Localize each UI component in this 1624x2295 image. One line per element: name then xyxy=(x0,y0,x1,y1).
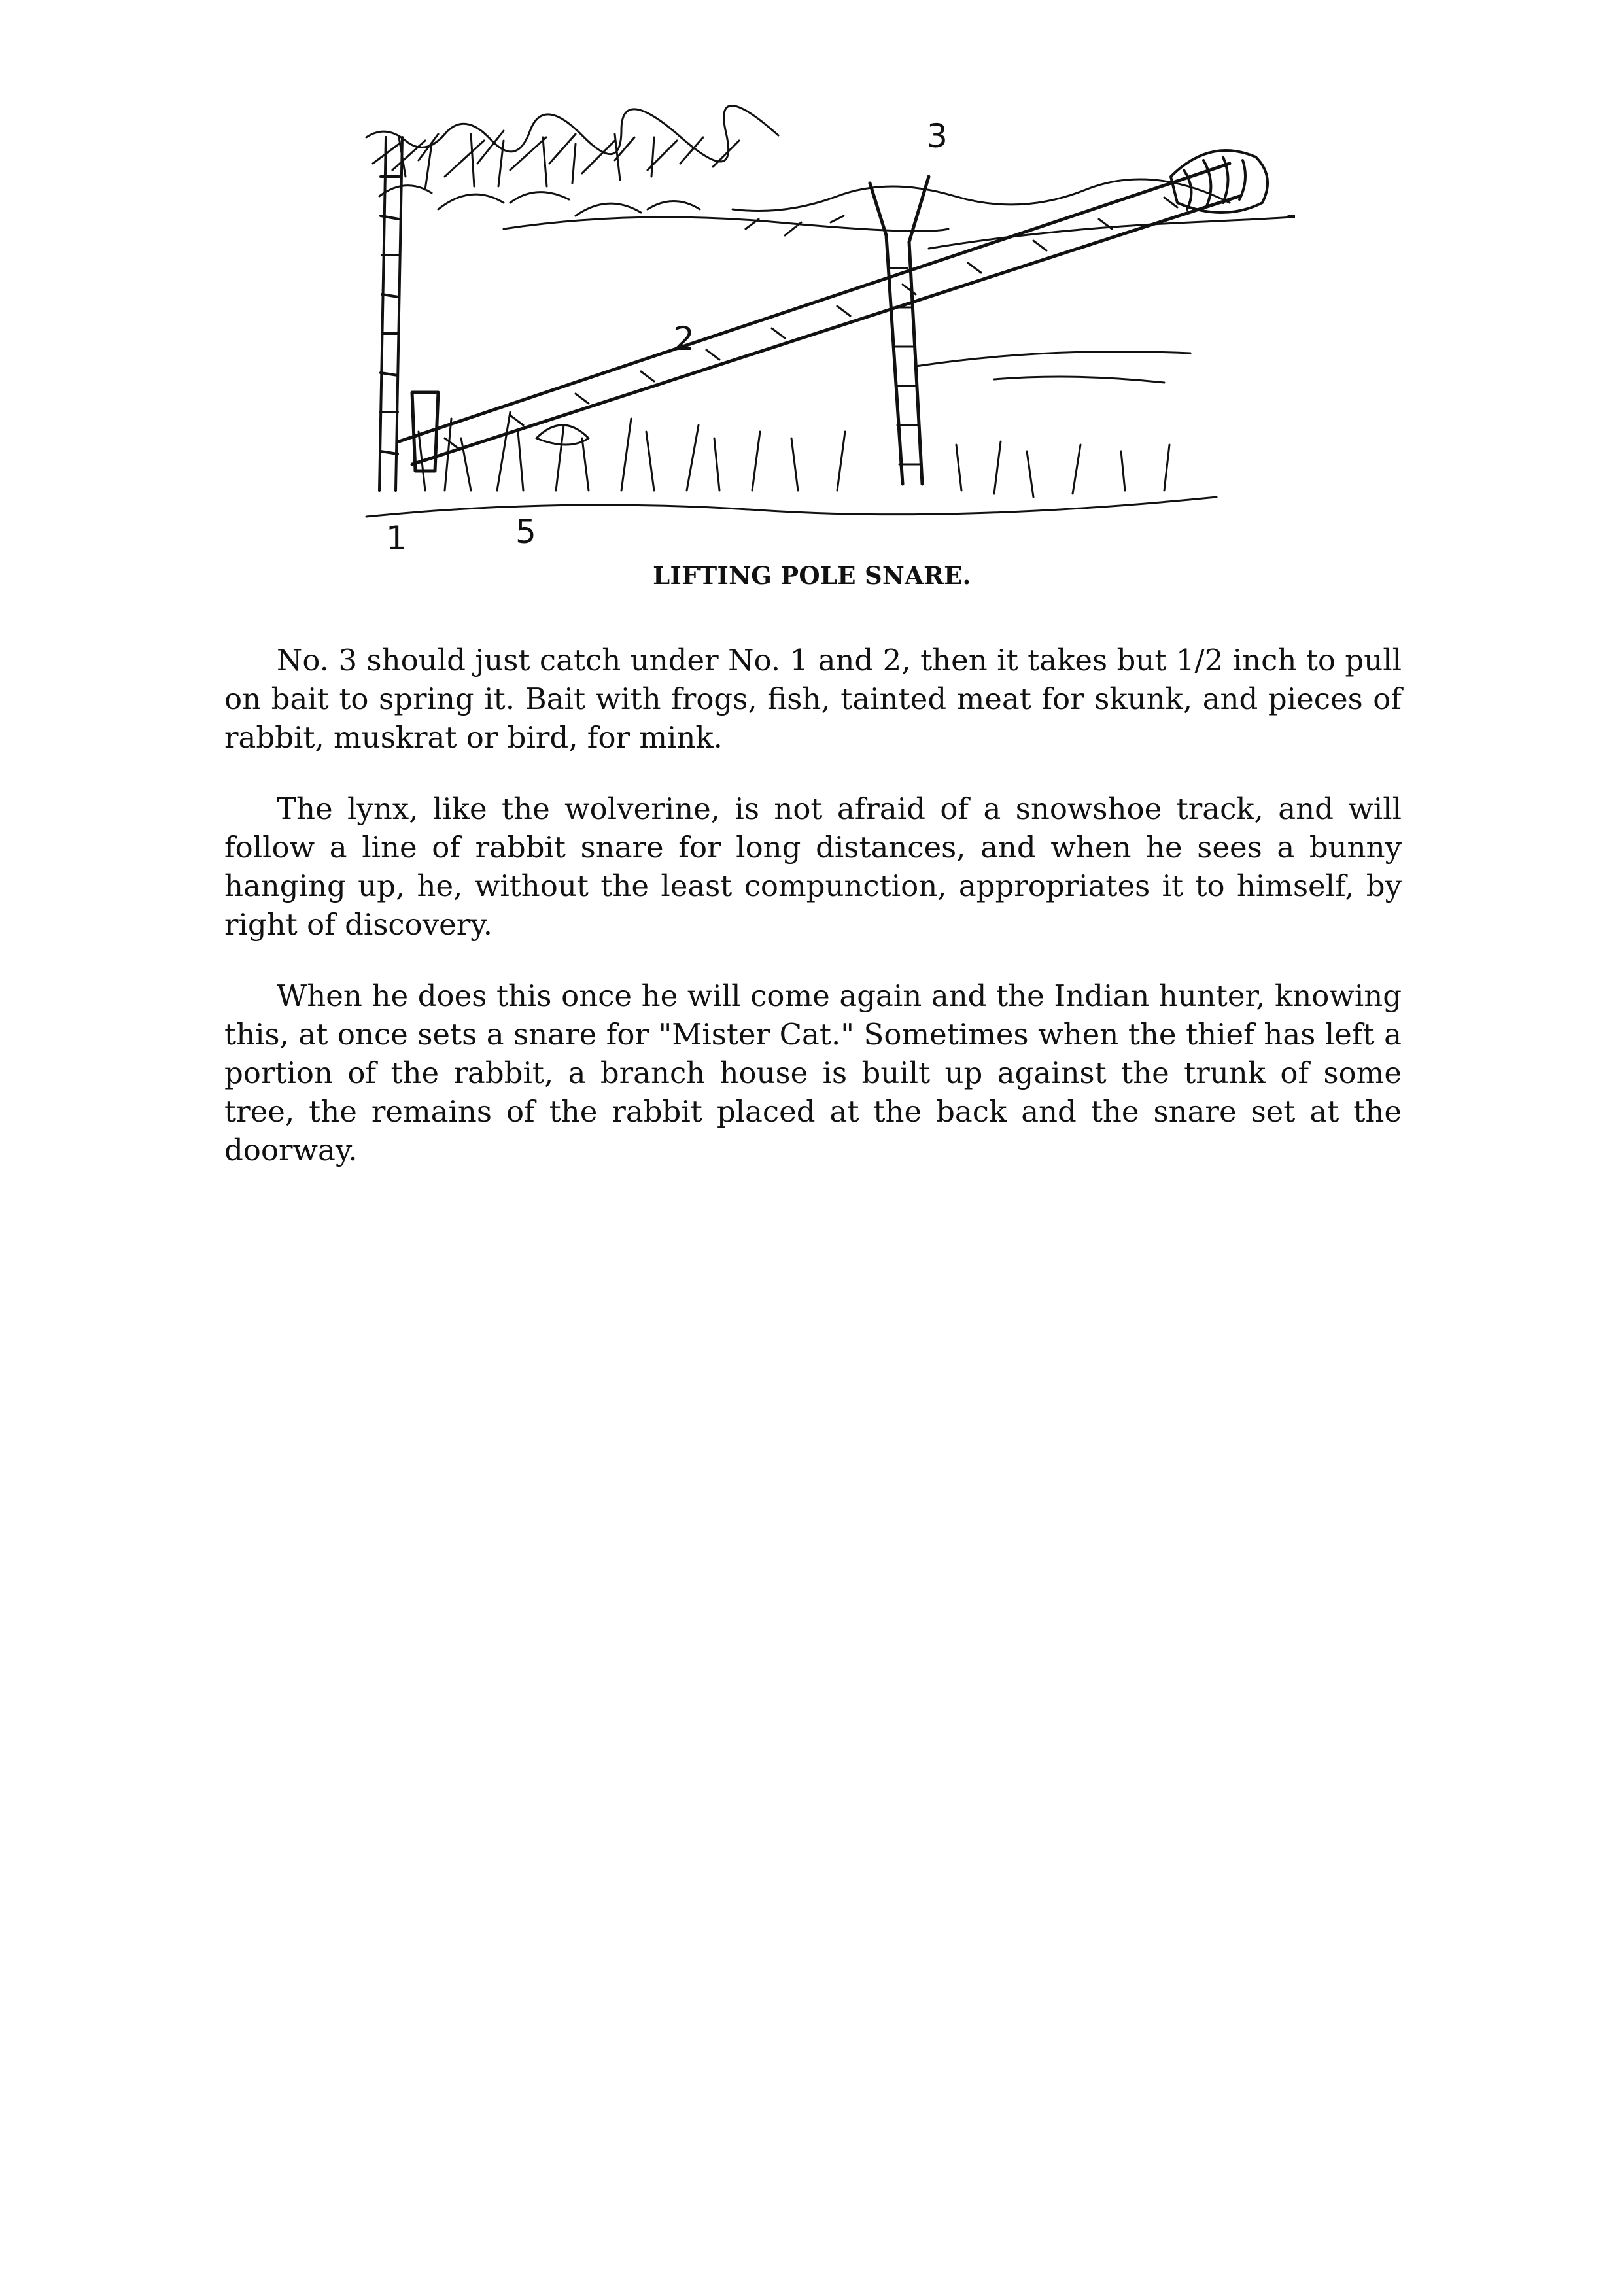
lifting-pole xyxy=(399,164,1239,464)
foliage xyxy=(366,105,1230,235)
far-horizon-line xyxy=(929,216,1295,249)
figure-label-2: 2 xyxy=(674,320,695,358)
paragraph: No. 3 should just catch under No. 1 and 2, then it takes but 1/2 inch to pull on bait to spring it. Bait with frogs, fish, tainted meat for skunk, and pieces of rabbit, muskrat or bird, for mink. xyxy=(224,643,1402,755)
lifting-pole-snare-drawing xyxy=(340,98,1295,569)
body-text xyxy=(224,641,1402,1202)
crotch-stick xyxy=(870,177,929,484)
figure-label-3: 3 xyxy=(927,117,948,155)
figure-label-1: 1 xyxy=(386,519,407,557)
snare-illustration xyxy=(340,98,1295,569)
figure-label-5: 5 xyxy=(515,513,536,551)
figure-caption: LIFTING POLE SNARE. xyxy=(653,561,971,590)
paragraph: When he does this once he will come again and the Indian hunter, knowing this, at once sets a snare for "Mister Cat." Sometimes when the thief has left a portion of the rabbit, a branch house is built up against the trunk of some tree, the remains of the rabbit placed at the back and the snare set at the doorway. xyxy=(224,978,1402,1167)
paragraph: The lynx, like the wolverine, is not afraid of a snowshoe track, and will follow a line of rabbit snare for long distances, and when he sees a bunny hanging up, he, without the least compunction, appropriates it to himself, by right of discovery. xyxy=(224,791,1402,942)
grass xyxy=(366,412,1217,517)
